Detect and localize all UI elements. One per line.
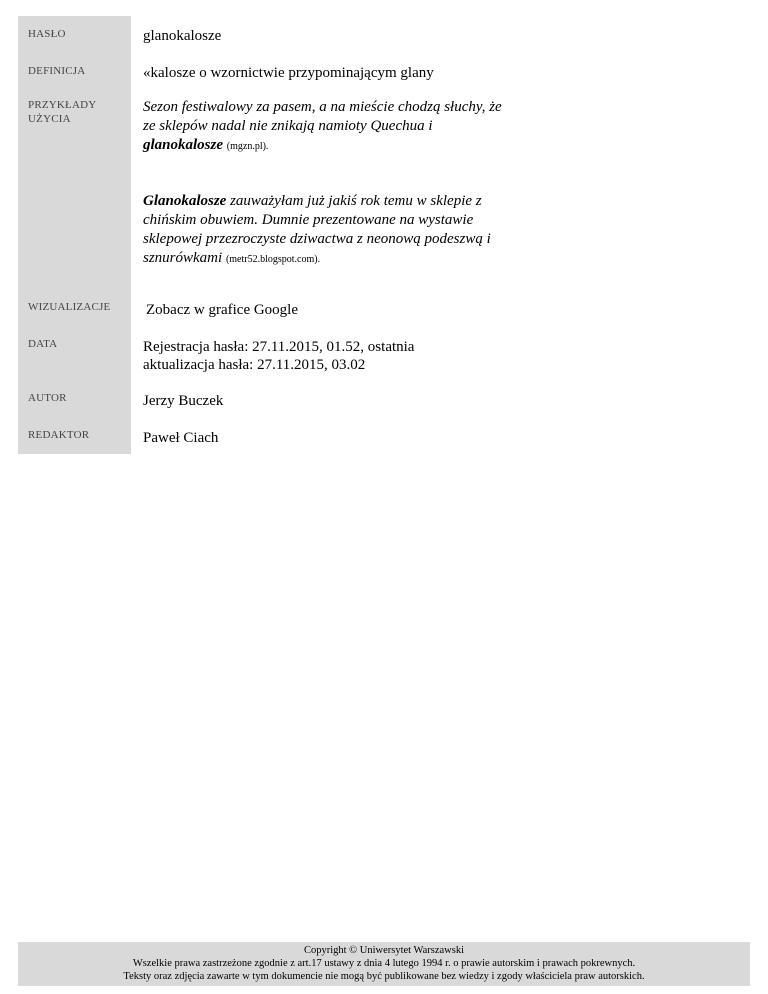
example-1 [143,98,503,156]
definition: «kalosze o wzornictwie przypominającym glany [143,65,434,81]
example-2 [143,192,503,269]
example-2-source: (metr52.blogspot.com). [225,254,321,265]
label-redaktor: REDAKTOR [28,429,90,441]
label-autor: AUTOR [28,392,67,404]
example-1-text: Sezon festiwalowy za pasem, a na mieście chodzą słuchy, że ze sklepów nadal nie znikają namioty Quechua i [143,99,502,134]
footer-rights: Wszelkie prawa zastrzeżone zgodnie z art.17 ustawy z dnia 4 lutego 1994 r. o prawie autorskim i prawach pokrewnych. [132,958,636,969]
label-column-background [18,16,131,454]
label-wizualizacje: WIZUALIZACJE [28,301,111,313]
example-1-headword: glanokalosze [143,137,224,153]
example-2-text: zauważyłam już jakiś rok temu w sklepie z chińskim obuwiem. Dumnie prezentowane na wystawie sklepowej przezroczyste dziwactwa z neonową podeszwą i sznurówkami [143,193,491,266]
author-name: Jerzy Buczek [143,393,224,409]
label-przyklady: PRZYKŁADY UŻYCIA [28,99,97,125]
footer-copyright: Copyright © Uniwersytet Warszawski [303,945,465,956]
editor-name: Paweł Ciach [143,430,219,446]
label-definicja: DEFINICJA [28,65,86,77]
google-images-link[interactable]: Zobacz w grafice Google [146,302,299,318]
example-1-source: (mgzn.pl). [226,141,269,152]
label-data: DATA [28,338,58,350]
example-2-headword: Glanokalosze [143,193,227,209]
copyright-footer [18,942,750,986]
label-haslo: HASŁO [28,28,66,40]
footer-notice: Teksty oraz zdjęcia zawarte w tym dokumencie nie mogą być publikowane bez wiedzy i zgody właściciela praw autorskich. [123,971,645,982]
headword: glanokalosze [143,28,222,44]
date-info: Rejestracja hasła: 27.11.2015, 01.52, ostatnia aktualizacja hasła: 27.11.2015, 03.02 [143,339,415,373]
